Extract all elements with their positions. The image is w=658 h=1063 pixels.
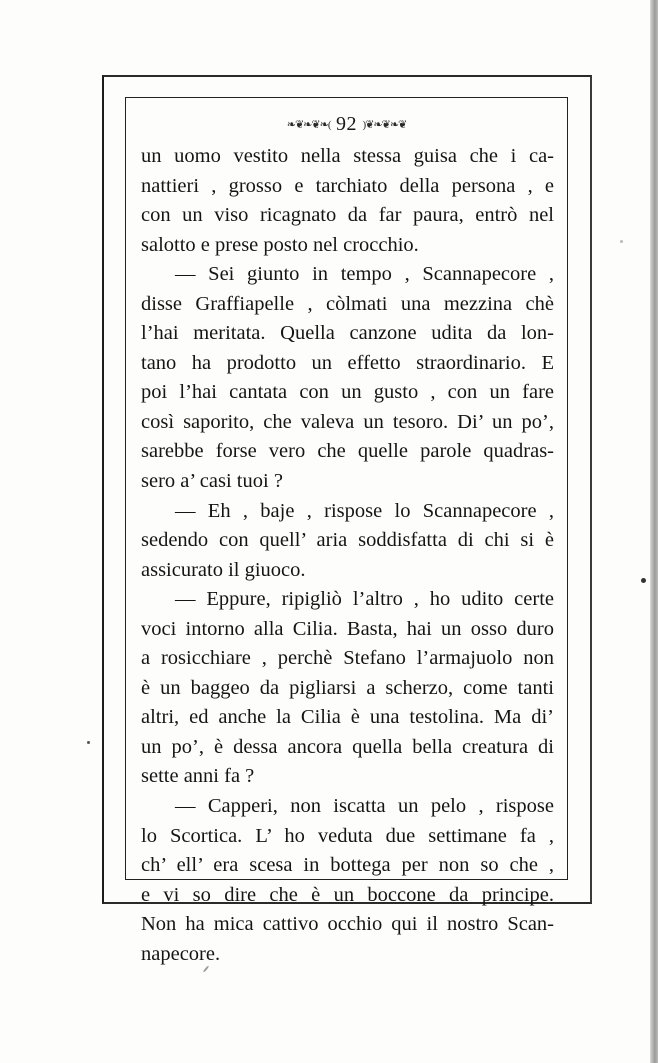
text-line: napecore.: [141, 942, 221, 965]
speck: [87, 741, 90, 744]
text-line: così saporito, che valeva un tesoro. Di’ un po’,: [141, 410, 554, 433]
text-line: — Sei giunto in tempo , Scannapecore ,: [175, 263, 554, 286]
text-line: — Eppure, ripigliò l’altro , ho udito certe: [175, 588, 554, 611]
page-edge-shadow: [650, 0, 658, 1063]
body-text: [141, 142, 554, 969]
text-line: un uomo vestito nella stessa guisa che i ca-: [141, 145, 554, 167]
running-header: [125, 112, 568, 136]
text-line: Non ha mica cattivo occhio qui il nostro Scan-: [141, 913, 554, 936]
text-line: assicurato il giuoco.: [141, 558, 306, 581]
text-line: un po’, è dessa ancora quella bella creatura di: [141, 735, 554, 758]
speck: [641, 578, 646, 583]
text-line: — Eh , baje , rispose lo Scannapecore ,: [175, 499, 554, 522]
text-line: salotto e prese posto nel crocchio.: [141, 233, 419, 256]
text-line: sedendo con quell’ aria soddisfatta di chi si è: [141, 529, 554, 552]
text-line: sette anni fa ?: [141, 765, 255, 788]
text-line: e vi so dire che è un boccone da principe.: [141, 883, 554, 906]
text-line: sarebbe forse vero che quelle parole quadras-: [141, 440, 554, 463]
text-line: lo Scortica. L’ ho veduta due settimane fa ,: [141, 824, 554, 847]
text-line: è un baggeo da pigliarsi a scherzo, come tanti: [141, 676, 554, 699]
text-line: a rosicchiare , perchè Stefano l’armajuolo non: [141, 647, 554, 670]
text-line: altri, ed anche la Cilia è una testolina. Ma di’: [141, 706, 554, 729]
speck: [620, 240, 623, 243]
text-line: sero a’ casi tuoi ?: [141, 470, 283, 493]
ornament-left-icon: ❧❦❧❦❧(: [286, 118, 331, 131]
text-line: tano ha prodotto un effetto straordinario. E: [141, 351, 554, 374]
text-line: poi l’hai cantata con un gusto , con un fare: [141, 381, 554, 404]
page-number: 92: [336, 112, 357, 135]
text-line: voci intorno alla Cilia. Basta, hai un osso duro: [141, 617, 554, 640]
text-line: nattieri , grosso e tarchiato della persona , e: [141, 174, 554, 197]
ornament-right-icon: )❦❧❦❧❦: [362, 118, 407, 131]
text-line: — Capperi, non iscatta un pelo , rispose: [175, 795, 554, 818]
text-line: con un viso ricagnato da far paura, entrò nel: [141, 204, 554, 227]
text-line: l’hai meritata. Quella canzone udita da lon-: [141, 322, 554, 345]
text-line: disse Graffiapelle , còlmati una mezzina chè: [141, 292, 554, 315]
text-line: ch’ ell’ era scesa in bottega per non so che ,: [141, 854, 554, 877]
